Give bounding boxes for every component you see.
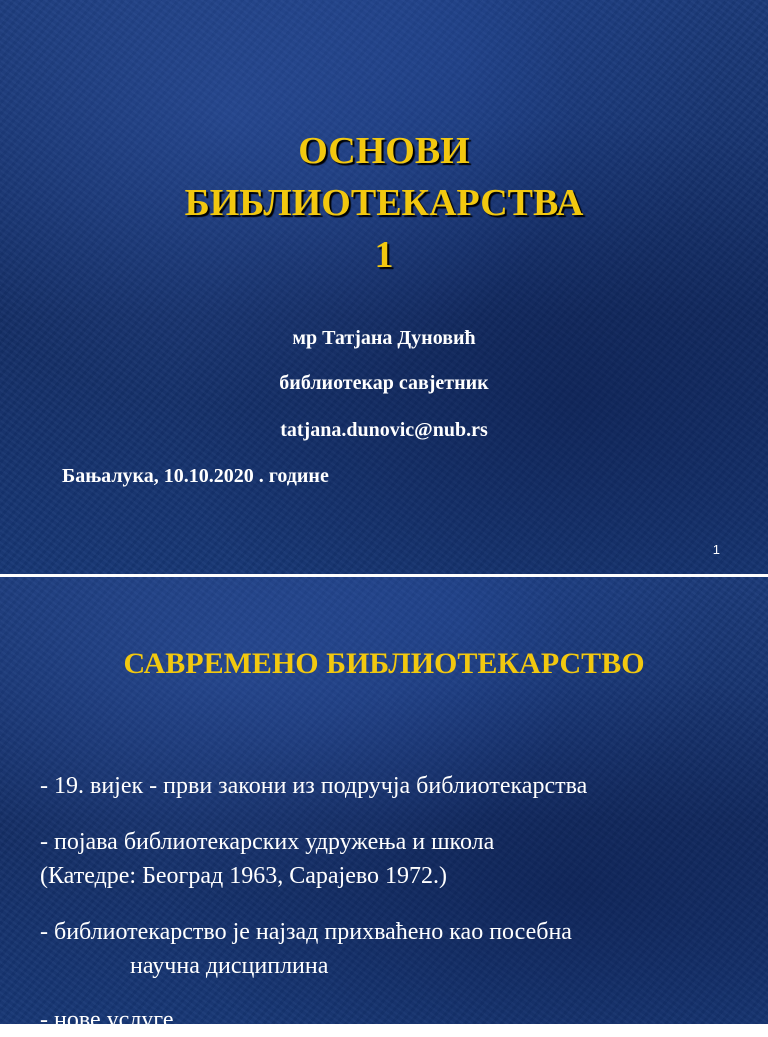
bullet-item [40, 915, 760, 983]
slide-title-line-3: 1 [374, 234, 394, 276]
bullet-line-continuation: (Катедре: Београд 1963, Сарајево 1972.) [40, 863, 448, 889]
bullet-item [40, 769, 760, 803]
bullet-line: - нове услуге [40, 1007, 174, 1033]
bullet-item [40, 825, 760, 893]
bullet-line: - библиотекарство је најзад прихваћено као посебна [40, 919, 572, 945]
slide-title-line-2: БИБЛИОТЕКАРСТВА [184, 182, 584, 224]
bullet-item [40, 1003, 760, 1037]
slide-2-heading: САВРЕМЕНО БИБЛИОТЕКАРСТВО [123, 647, 645, 680]
slide-title-line-1: ОСНОВИ [298, 130, 470, 172]
bullet-line: - 19. вијек - први закони из подручја библиотекарства [40, 773, 588, 799]
bullet-line-continuation: научна дисциплина [130, 953, 329, 979]
bullet-line: - појава библиотекарских удружења и школа [40, 829, 495, 855]
author-email: tatjana.dunovic@nub.rs [280, 419, 488, 441]
page-number: 1 [712, 542, 720, 557]
location-date: Бањалука, 10.10.2020 . године [62, 465, 329, 487]
author-role: библиотекар савјетник [279, 372, 489, 394]
author-name: мр Татјана Дуновић [292, 327, 476, 349]
